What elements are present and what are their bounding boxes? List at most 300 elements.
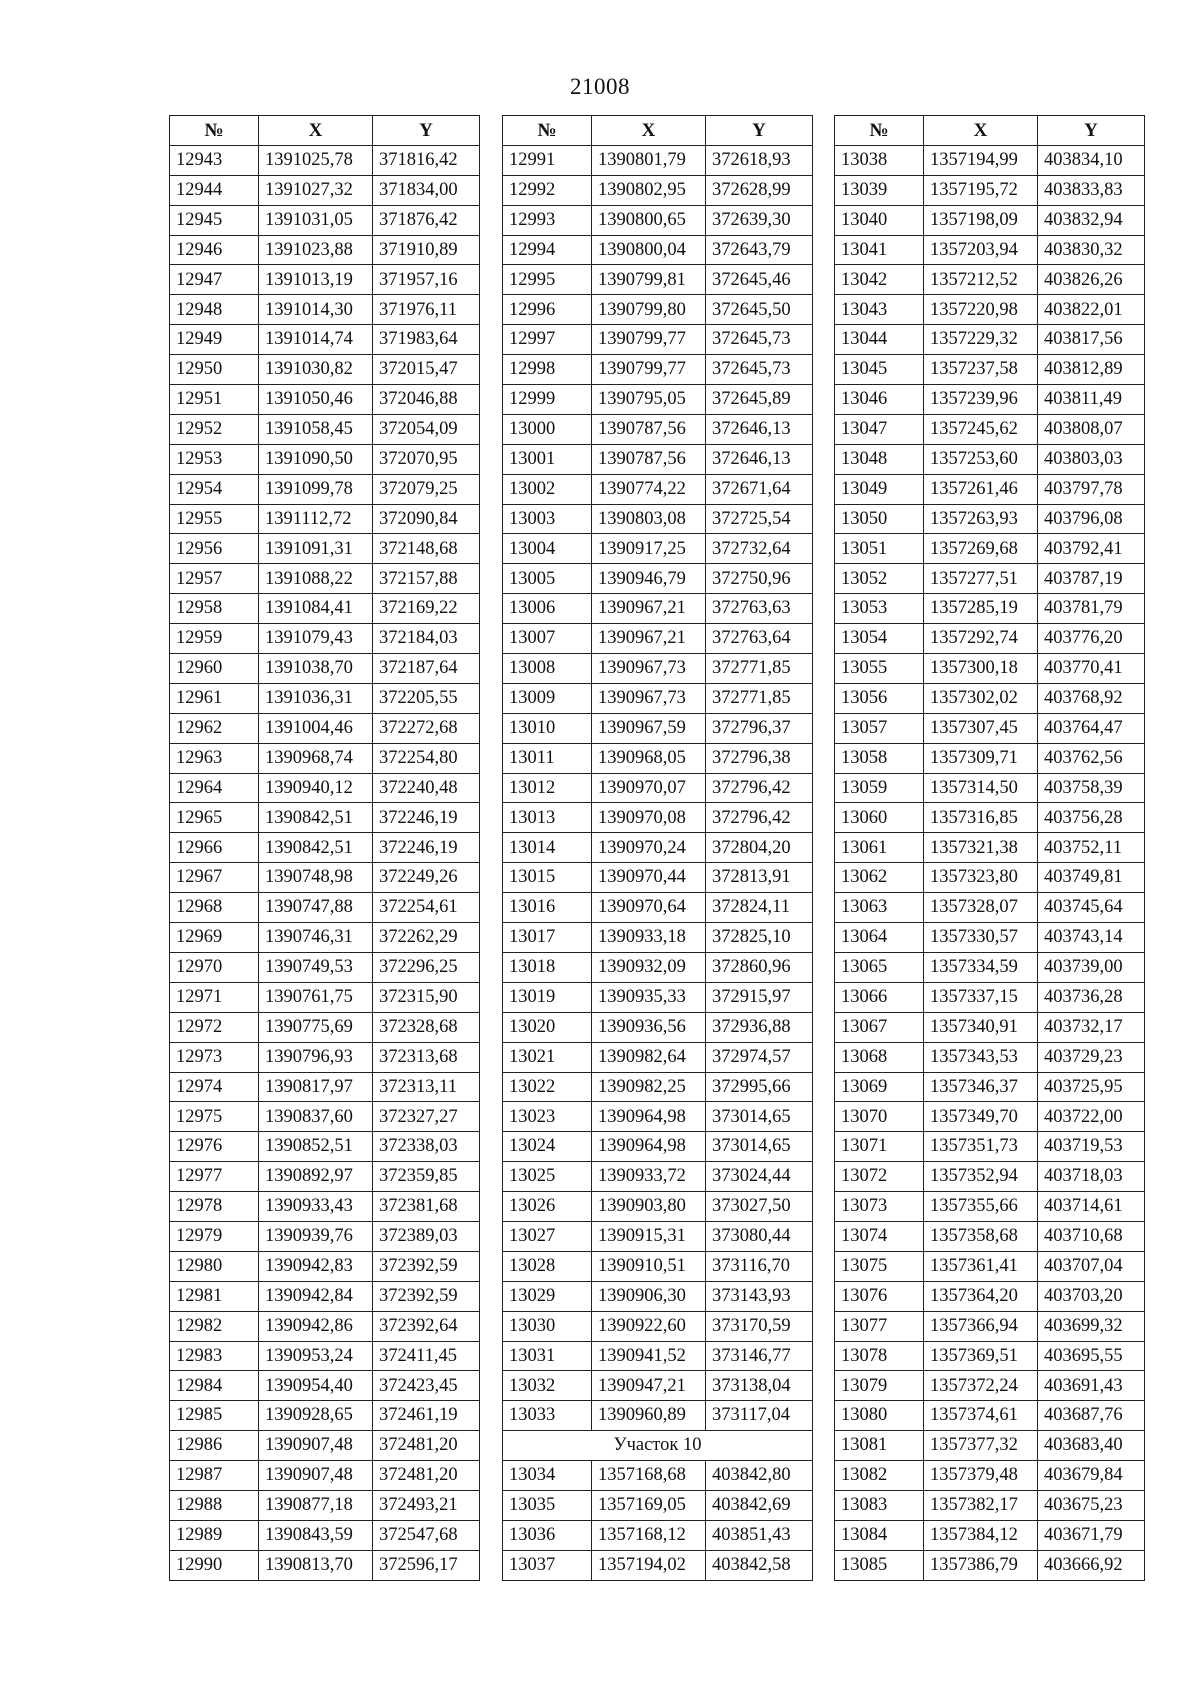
- table-row: [170, 1072, 480, 1102]
- table-row: [503, 235, 813, 265]
- y-coordinate-cell: 372392,59: [373, 1281, 480, 1311]
- point-number-cell: 13029: [503, 1281, 592, 1311]
- table-row: [503, 1281, 813, 1311]
- point-number-cell: 13006: [503, 594, 592, 624]
- x-coordinate-cell: 1357346,37: [924, 1072, 1038, 1102]
- y-coordinate-cell: 403842,58: [706, 1550, 813, 1580]
- y-coordinate-cell: 403817,56: [1038, 325, 1145, 355]
- table-row: [170, 1550, 480, 1580]
- y-coordinate-cell: 372411,45: [373, 1341, 480, 1371]
- x-coordinate-cell: 1391112,72: [259, 504, 373, 534]
- table-row: [503, 444, 813, 474]
- y-coordinate-cell: 403830,32: [1038, 235, 1145, 265]
- point-number-cell: 12985: [170, 1401, 259, 1431]
- y-coordinate-cell: 403718,03: [1038, 1162, 1145, 1192]
- x-coordinate-cell: 1357169,05: [592, 1490, 706, 1520]
- x-coordinate-cell: 1390775,69: [259, 1012, 373, 1042]
- y-coordinate-cell: 373080,44: [706, 1221, 813, 1251]
- y-coordinate-cell: 372392,59: [373, 1251, 480, 1281]
- x-coordinate-cell: 1357384,12: [924, 1520, 1038, 1550]
- point-number-cell: 12956: [170, 534, 259, 564]
- y-coordinate-cell: 373027,50: [706, 1192, 813, 1222]
- y-coordinate-cell: 403683,40: [1038, 1431, 1145, 1461]
- table-row: [170, 803, 480, 833]
- x-coordinate-cell: 1390903,80: [592, 1192, 706, 1222]
- x-coordinate-cell: 1357351,73: [924, 1132, 1038, 1162]
- point-number-cell: 12950: [170, 355, 259, 385]
- x-coordinate-cell: 1390970,08: [592, 803, 706, 833]
- table-row: [835, 175, 1145, 205]
- y-coordinate-cell: 403739,00: [1038, 952, 1145, 982]
- header-x: X: [259, 116, 373, 146]
- point-number-cell: 13058: [835, 743, 924, 773]
- table-row: [835, 504, 1145, 534]
- x-coordinate-cell: 1357253,60: [924, 444, 1038, 474]
- y-coordinate-cell: 372732,64: [706, 534, 813, 564]
- y-coordinate-cell: 372148,68: [373, 534, 480, 564]
- y-coordinate-cell: 372272,68: [373, 713, 480, 743]
- x-coordinate-cell: 1357203,94: [924, 235, 1038, 265]
- x-coordinate-cell: 1390843,59: [259, 1520, 373, 1550]
- table-row: [170, 1132, 480, 1162]
- table-row: [835, 295, 1145, 325]
- x-coordinate-cell: 1390746,31: [259, 923, 373, 953]
- x-coordinate-cell: 1390906,30: [592, 1281, 706, 1311]
- table-row: [503, 1192, 813, 1222]
- y-coordinate-cell: 372825,10: [706, 923, 813, 953]
- x-coordinate-cell: 1357307,45: [924, 713, 1038, 743]
- y-coordinate-cell: 372860,96: [706, 952, 813, 982]
- x-coordinate-cell: 1390941,52: [592, 1341, 706, 1371]
- x-coordinate-cell: 1357194,99: [924, 145, 1038, 175]
- y-coordinate-cell: 403729,23: [1038, 1042, 1145, 1072]
- x-coordinate-cell: 1391079,43: [259, 624, 373, 654]
- point-number-cell: 12982: [170, 1311, 259, 1341]
- y-coordinate-cell: 372015,47: [373, 355, 480, 385]
- table-row: [835, 1012, 1145, 1042]
- x-coordinate-cell: 1357349,70: [924, 1102, 1038, 1132]
- table-row: [170, 325, 480, 355]
- table-row: [835, 1281, 1145, 1311]
- y-coordinate-cell: 372824,11: [706, 893, 813, 923]
- x-coordinate-cell: 1357302,02: [924, 683, 1038, 713]
- point-number-cell: 13068: [835, 1042, 924, 1072]
- y-coordinate-cell: 372796,42: [706, 773, 813, 803]
- x-coordinate-cell: 1357263,93: [924, 504, 1038, 534]
- x-coordinate-cell: 1390970,07: [592, 773, 706, 803]
- table-row: [835, 385, 1145, 415]
- y-coordinate-cell: 373138,04: [706, 1371, 813, 1401]
- point-number-cell: 12957: [170, 564, 259, 594]
- y-coordinate-cell: 403764,47: [1038, 713, 1145, 743]
- point-number-cell: 13060: [835, 803, 924, 833]
- table-row: [170, 743, 480, 773]
- table-row: [503, 534, 813, 564]
- y-coordinate-cell: 403679,84: [1038, 1461, 1145, 1491]
- point-number-cell: 12975: [170, 1102, 259, 1132]
- x-coordinate-cell: 1357337,15: [924, 982, 1038, 1012]
- table-row: [170, 952, 480, 982]
- point-number-cell: 13027: [503, 1221, 592, 1251]
- x-coordinate-cell: 1390935,33: [592, 982, 706, 1012]
- table-row: [835, 594, 1145, 624]
- x-coordinate-cell: 1390802,95: [592, 175, 706, 205]
- x-coordinate-cell: 1391014,30: [259, 295, 373, 325]
- y-coordinate-cell: 372423,45: [373, 1371, 480, 1401]
- point-number-cell: 12952: [170, 414, 259, 444]
- x-coordinate-cell: 1390907,48: [259, 1461, 373, 1491]
- point-number-cell: 12990: [170, 1550, 259, 1580]
- table-row: [835, 773, 1145, 803]
- table-row: [835, 982, 1145, 1012]
- x-coordinate-cell: 1390803,08: [592, 504, 706, 534]
- point-number-cell: 13013: [503, 803, 592, 833]
- y-coordinate-cell: 372313,68: [373, 1042, 480, 1072]
- x-coordinate-cell: 1357364,20: [924, 1281, 1038, 1311]
- y-coordinate-cell: 373116,70: [706, 1251, 813, 1281]
- section-row: [503, 1431, 813, 1461]
- y-coordinate-cell: 403671,79: [1038, 1520, 1145, 1550]
- y-coordinate-cell: 372461,19: [373, 1401, 480, 1431]
- table-row: [170, 1401, 480, 1431]
- table-row: [503, 1490, 813, 1520]
- table-row: [170, 1012, 480, 1042]
- table-row: [503, 1461, 813, 1491]
- table-row: [170, 1221, 480, 1251]
- point-number-cell: 12969: [170, 923, 259, 953]
- y-coordinate-cell: 372771,85: [706, 654, 813, 684]
- point-number-cell: 12964: [170, 773, 259, 803]
- y-coordinate-cell: 372070,95: [373, 444, 480, 474]
- header-number: №: [503, 116, 592, 146]
- point-number-cell: 13041: [835, 235, 924, 265]
- y-coordinate-cell: 372974,57: [706, 1042, 813, 1072]
- x-coordinate-cell: 1390953,24: [259, 1341, 373, 1371]
- point-number-cell: 13003: [503, 504, 592, 534]
- x-coordinate-cell: 1357386,79: [924, 1550, 1038, 1580]
- y-coordinate-cell: 403776,20: [1038, 624, 1145, 654]
- table-row: [503, 833, 813, 863]
- table-row: [170, 654, 480, 684]
- table-row: [835, 683, 1145, 713]
- y-coordinate-cell: 403666,92: [1038, 1550, 1145, 1580]
- x-coordinate-cell: 1390852,51: [259, 1132, 373, 1162]
- x-coordinate-cell: 1391050,46: [259, 385, 373, 415]
- x-coordinate-cell: 1390799,77: [592, 325, 706, 355]
- x-coordinate-cell: 1391038,70: [259, 654, 373, 684]
- y-coordinate-cell: 372296,25: [373, 952, 480, 982]
- x-coordinate-cell: 1357361,41: [924, 1251, 1038, 1281]
- point-number-cell: 13078: [835, 1341, 924, 1371]
- header-number: №: [170, 116, 259, 146]
- table-row: [170, 893, 480, 923]
- y-coordinate-cell: 372995,66: [706, 1072, 813, 1102]
- y-coordinate-cell: 403834,10: [1038, 145, 1145, 175]
- table-row: [503, 624, 813, 654]
- header-y: Y: [373, 116, 480, 146]
- y-coordinate-cell: 372596,17: [373, 1550, 480, 1580]
- y-coordinate-cell: 403803,03: [1038, 444, 1145, 474]
- table-row: [503, 773, 813, 803]
- y-coordinate-cell: 372184,03: [373, 624, 480, 654]
- point-number-cell: 13057: [835, 713, 924, 743]
- table-row: [170, 683, 480, 713]
- table-row: [170, 265, 480, 295]
- table-row: [503, 295, 813, 325]
- y-coordinate-cell: 372646,13: [706, 444, 813, 474]
- table-row: [170, 1371, 480, 1401]
- y-coordinate-cell: 403808,07: [1038, 414, 1145, 444]
- table-row: [835, 564, 1145, 594]
- coordinates-table-3: [834, 115, 1145, 1581]
- y-coordinate-cell: 403756,28: [1038, 803, 1145, 833]
- point-number-cell: 13079: [835, 1371, 924, 1401]
- table-row: [503, 713, 813, 743]
- x-coordinate-cell: 1390960,89: [592, 1401, 706, 1431]
- y-coordinate-cell: 403832,94: [1038, 205, 1145, 235]
- x-coordinate-cell: 1357372,24: [924, 1371, 1038, 1401]
- x-coordinate-cell: 1357323,80: [924, 863, 1038, 893]
- point-number-cell: 13038: [835, 145, 924, 175]
- table-row: [835, 534, 1145, 564]
- table-row: [170, 1311, 480, 1341]
- y-coordinate-cell: 372054,09: [373, 414, 480, 444]
- x-coordinate-cell: 1390799,80: [592, 295, 706, 325]
- y-coordinate-cell: 403826,26: [1038, 265, 1145, 295]
- table-row: [835, 1341, 1145, 1371]
- point-number-cell: 13047: [835, 414, 924, 444]
- point-number-cell: 12955: [170, 504, 259, 534]
- point-number-cell: 13085: [835, 1550, 924, 1580]
- point-number-cell: 12973: [170, 1042, 259, 1072]
- point-number-cell: 12972: [170, 1012, 259, 1042]
- table-row: [503, 803, 813, 833]
- y-coordinate-cell: 372646,13: [706, 414, 813, 444]
- point-number-cell: 12944: [170, 175, 259, 205]
- y-coordinate-cell: 403714,61: [1038, 1192, 1145, 1222]
- point-number-cell: 13070: [835, 1102, 924, 1132]
- y-coordinate-cell: 403781,79: [1038, 594, 1145, 624]
- table-row: [835, 1251, 1145, 1281]
- x-coordinate-cell: 1390968,05: [592, 743, 706, 773]
- y-coordinate-cell: 403691,43: [1038, 1371, 1145, 1401]
- x-coordinate-cell: 1390964,98: [592, 1102, 706, 1132]
- y-coordinate-cell: 403822,01: [1038, 295, 1145, 325]
- point-number-cell: 13026: [503, 1192, 592, 1222]
- x-coordinate-cell: 1390942,86: [259, 1311, 373, 1341]
- table-row: [835, 1162, 1145, 1192]
- y-coordinate-cell: 403745,64: [1038, 893, 1145, 923]
- x-coordinate-cell: 1390933,18: [592, 923, 706, 953]
- x-coordinate-cell: 1390942,84: [259, 1281, 373, 1311]
- y-coordinate-cell: 372671,64: [706, 474, 813, 504]
- x-coordinate-cell: 1357330,57: [924, 923, 1038, 953]
- table-row: [170, 1341, 480, 1371]
- point-number-cell: 13032: [503, 1371, 592, 1401]
- y-coordinate-cell: 372187,64: [373, 654, 480, 684]
- x-coordinate-cell: 1357277,51: [924, 564, 1038, 594]
- point-number-cell: 13077: [835, 1311, 924, 1341]
- table-row: [835, 624, 1145, 654]
- table-row: [503, 504, 813, 534]
- point-number-cell: 13072: [835, 1162, 924, 1192]
- y-coordinate-cell: 372246,19: [373, 803, 480, 833]
- table-row: [503, 325, 813, 355]
- table-row: [503, 355, 813, 385]
- y-coordinate-cell: 372645,46: [706, 265, 813, 295]
- y-coordinate-cell: 372254,80: [373, 743, 480, 773]
- y-coordinate-cell: 371910,89: [373, 235, 480, 265]
- y-coordinate-cell: 403732,17: [1038, 1012, 1145, 1042]
- table-row: [503, 1042, 813, 1072]
- y-coordinate-cell: 372796,42: [706, 803, 813, 833]
- y-coordinate-cell: 371957,16: [373, 265, 480, 295]
- table-row: [170, 1490, 480, 1520]
- table-row: [835, 1072, 1145, 1102]
- point-number-cell: 13014: [503, 833, 592, 863]
- y-coordinate-cell: 403758,39: [1038, 773, 1145, 803]
- x-coordinate-cell: 1357195,72: [924, 175, 1038, 205]
- point-number-cell: 12945: [170, 205, 259, 235]
- x-coordinate-cell: 1390967,21: [592, 624, 706, 654]
- x-coordinate-cell: 1390928,65: [259, 1401, 373, 1431]
- point-number-cell: 13025: [503, 1162, 592, 1192]
- table-row: [503, 205, 813, 235]
- x-coordinate-cell: 1357239,96: [924, 385, 1038, 415]
- point-number-cell: 12987: [170, 1461, 259, 1491]
- y-coordinate-cell: 403770,41: [1038, 654, 1145, 684]
- table-row: [835, 1431, 1145, 1461]
- point-number-cell: 13004: [503, 534, 592, 564]
- x-coordinate-cell: 1390799,81: [592, 265, 706, 295]
- point-number-cell: 13043: [835, 295, 924, 325]
- table-row: [170, 534, 480, 564]
- point-number-cell: 13062: [835, 863, 924, 893]
- table-row: [170, 624, 480, 654]
- x-coordinate-cell: 1390799,77: [592, 355, 706, 385]
- table-row: [835, 1550, 1145, 1580]
- point-number-cell: 13049: [835, 474, 924, 504]
- header-y: Y: [706, 116, 813, 146]
- x-coordinate-cell: 1390964,98: [592, 1132, 706, 1162]
- y-coordinate-cell: 372169,22: [373, 594, 480, 624]
- point-number-cell: 13030: [503, 1311, 592, 1341]
- y-coordinate-cell: 372328,68: [373, 1012, 480, 1042]
- point-number-cell: 13050: [835, 504, 924, 534]
- table-row: [503, 1311, 813, 1341]
- y-coordinate-cell: 371834,00: [373, 175, 480, 205]
- table-row: [170, 1520, 480, 1550]
- x-coordinate-cell: 1391030,82: [259, 355, 373, 385]
- table-row: [503, 1371, 813, 1401]
- point-number-cell: 12989: [170, 1520, 259, 1550]
- table-row: [835, 893, 1145, 923]
- table-row: [835, 1192, 1145, 1222]
- x-coordinate-cell: 1390817,97: [259, 1072, 373, 1102]
- table-row: [503, 1520, 813, 1550]
- point-number-cell: 12995: [503, 265, 592, 295]
- point-number-cell: 13016: [503, 893, 592, 923]
- y-coordinate-cell: 403710,68: [1038, 1221, 1145, 1251]
- section-label: Участок 10: [503, 1431, 813, 1461]
- table-row: [503, 594, 813, 624]
- header-x: X: [592, 116, 706, 146]
- x-coordinate-cell: 1357168,12: [592, 1520, 706, 1550]
- x-coordinate-cell: 1357300,18: [924, 654, 1038, 684]
- coordinates-table-2: [502, 115, 813, 1581]
- table-row: [170, 474, 480, 504]
- y-coordinate-cell: 403792,41: [1038, 534, 1145, 564]
- y-coordinate-cell: 403752,11: [1038, 833, 1145, 863]
- y-coordinate-cell: 372240,48: [373, 773, 480, 803]
- table-row: [170, 295, 480, 325]
- y-coordinate-cell: 372205,55: [373, 683, 480, 713]
- y-coordinate-cell: 373117,04: [706, 1401, 813, 1431]
- point-number-cell: 13083: [835, 1490, 924, 1520]
- page-number: 21008: [570, 74, 630, 99]
- header-x: X: [924, 116, 1038, 146]
- point-number-cell: 13069: [835, 1072, 924, 1102]
- x-coordinate-cell: 1357285,19: [924, 594, 1038, 624]
- point-number-cell: 12970: [170, 952, 259, 982]
- x-coordinate-cell: 1391023,88: [259, 235, 373, 265]
- x-coordinate-cell: 1357314,50: [924, 773, 1038, 803]
- x-coordinate-cell: 1391014,74: [259, 325, 373, 355]
- point-number-cell: 12962: [170, 713, 259, 743]
- point-number-cell: 12967: [170, 863, 259, 893]
- x-coordinate-cell: 1390968,74: [259, 743, 373, 773]
- point-number-cell: 13028: [503, 1251, 592, 1281]
- point-number-cell: 13054: [835, 624, 924, 654]
- x-coordinate-cell: 1357269,68: [924, 534, 1038, 564]
- x-coordinate-cell: 1391027,32: [259, 175, 373, 205]
- point-number-cell: 12992: [503, 175, 592, 205]
- table-row: [503, 1550, 813, 1580]
- x-coordinate-cell: 1390774,22: [592, 474, 706, 504]
- point-number-cell: 13039: [835, 175, 924, 205]
- x-coordinate-cell: 1390747,88: [259, 893, 373, 923]
- point-number-cell: 13081: [835, 1431, 924, 1461]
- table-row: [170, 1431, 480, 1461]
- y-coordinate-cell: 373024,44: [706, 1162, 813, 1192]
- table-row: [170, 982, 480, 1012]
- table-row: [503, 474, 813, 504]
- table-row: [170, 1281, 480, 1311]
- x-coordinate-cell: 1391036,31: [259, 683, 373, 713]
- x-coordinate-cell: 1357321,38: [924, 833, 1038, 863]
- y-coordinate-cell: 372338,03: [373, 1132, 480, 1162]
- table-row: [170, 444, 480, 474]
- y-coordinate-cell: 372262,29: [373, 923, 480, 953]
- point-number-cell: 12994: [503, 235, 592, 265]
- y-coordinate-cell: 372046,88: [373, 385, 480, 415]
- table-row: [170, 504, 480, 534]
- table-row: [503, 385, 813, 415]
- x-coordinate-cell: 1390933,72: [592, 1162, 706, 1192]
- y-coordinate-cell: 372381,68: [373, 1192, 480, 1222]
- x-coordinate-cell: 1391099,78: [259, 474, 373, 504]
- x-coordinate-cell: 1390967,73: [592, 654, 706, 684]
- y-coordinate-cell: 403842,80: [706, 1461, 813, 1491]
- table-row: [170, 863, 480, 893]
- table-row: [835, 1311, 1145, 1341]
- y-coordinate-cell: 372936,88: [706, 1012, 813, 1042]
- y-coordinate-cell: 372645,50: [706, 295, 813, 325]
- table-row: [170, 145, 480, 175]
- point-number-cell: 13020: [503, 1012, 592, 1042]
- table-row: [835, 1132, 1145, 1162]
- x-coordinate-cell: 1357237,58: [924, 355, 1038, 385]
